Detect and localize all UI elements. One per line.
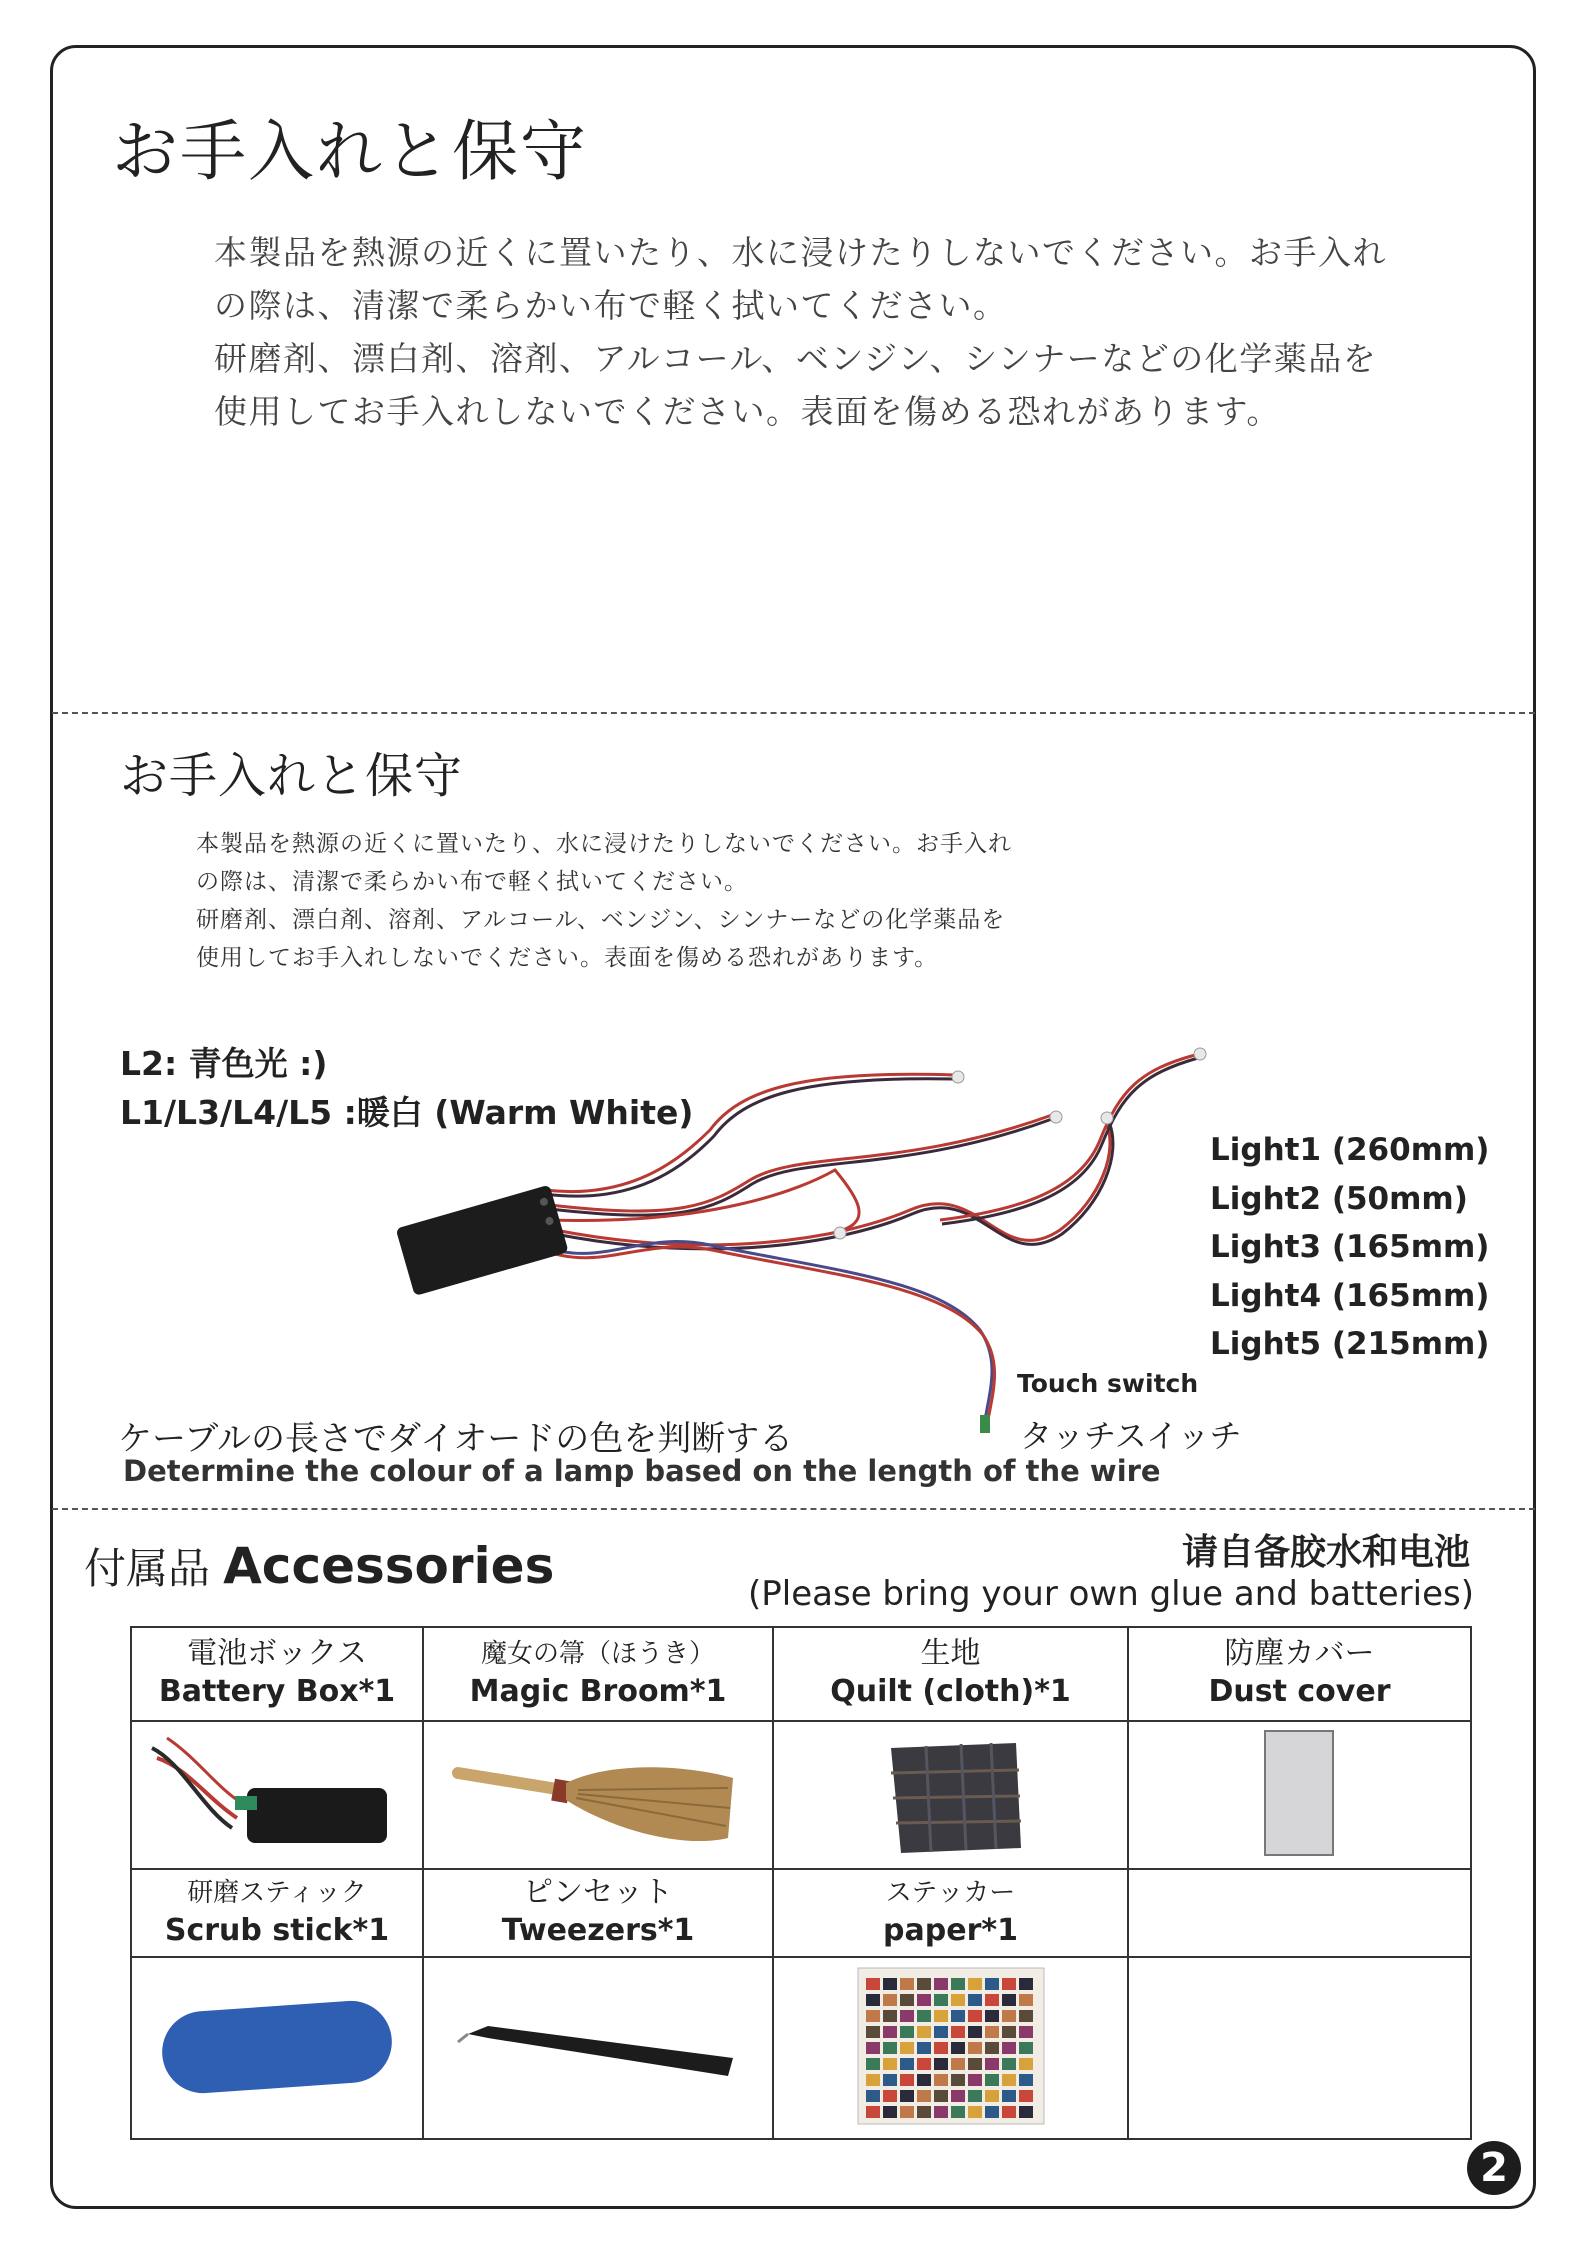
accessory-name-jp: 防塵カバー [1224,1636,1375,1671]
sticker-tile [968,2010,982,2022]
sticker-tile [917,2074,931,2086]
section1-body [214,226,1387,438]
accessory-name-en: paper*1 [883,1913,1018,1948]
sticker-tile [934,2074,948,2086]
empty-cell [1128,1957,1471,2139]
accessory-name-jp: 電池ボックス [187,1636,367,1671]
sticker-tile [917,2106,931,2118]
sticker-tile [866,2010,880,2022]
wire [555,1120,1110,1245]
sticker-tile [968,2042,982,2054]
light-length-item: Light2 (50mm) [1210,1180,1468,1217]
sticker-tile [968,2090,982,2102]
sticker-tile [866,2074,880,2086]
accessory-name-en: Magic Broom*1 [469,1674,727,1709]
sticker-tile [1019,2026,1033,2038]
section1-line: 本製品を熱源の近くに置いたり、水に浸けたりしないでください。お手入れ [214,233,1387,272]
sticker-tile [951,2026,965,2038]
table-row [131,1869,1471,1957]
section1-line: 研磨剤、漂白剤、溶剤、アルコール、ベンジン、シンナーなどの化学薬品を [214,339,1378,378]
section2-body [196,825,1012,977]
sticker-tile [934,2106,948,2118]
sticker-tile [917,2042,931,2054]
wiring-caption-en: Determine the colour of a lamp based on the length of the wire [123,1454,1161,1488]
sticker-tile [934,2042,948,2054]
sticker-tile [1002,2058,1016,2070]
sticker-tile [985,2090,999,2102]
accessories-title [84,1536,554,1596]
accessory-name-jp: 魔女の箒（ほうき） [480,1639,715,1669]
table-row [131,1721,1471,1869]
accessory-label-cell [773,1627,1128,1721]
sticker-tile [985,2074,999,2086]
sticker-tile [985,2042,999,2054]
wire [545,1074,955,1191]
sticker-tile [900,2106,914,2118]
accessory-name-jp: 研磨スティック [187,1878,367,1908]
accessory-name-en: Dust cover [1208,1674,1391,1709]
section2-line: の際は、清潔で柔らかい布で軽く拭いてください。 [196,869,748,895]
battery-box-icon [147,1728,407,1858]
accessory-image-cell [773,1957,1128,2139]
sticker-tile [968,1978,982,1990]
sticker-tile [951,1994,965,2006]
sticker-tile [900,2058,914,2070]
table-row [131,1627,1471,1721]
sticker-tile [934,1978,948,1990]
sticker-tile [968,2106,982,2118]
broom-icon [448,1728,748,1858]
sticker-tile [900,2074,914,2086]
sticker-tile [1002,2042,1016,2054]
sticker-tile [985,2026,999,2038]
sticker-tile [985,2106,999,2118]
accessory-name-en: Scrub stick*1 [164,1913,390,1948]
sticker-tile [900,2010,914,2022]
wire [540,1242,992,1420]
sticker-tile [934,2058,948,2070]
dashed-divider [52,712,1535,714]
accessory-image-cell [773,1721,1128,1869]
accessory-image-cell [423,1957,773,2139]
table-row [131,1957,1471,2139]
sticker-tile [934,2090,948,2102]
accessory-name-en: Quilt (cloth)*1 [830,1674,1071,1709]
wiring-caption-jp: ケーブルの長さでダイオードの色を判断する [118,1419,794,1459]
sticker-tile [1002,1994,1016,2006]
sticker-tile [900,1978,914,1990]
legend-warm-white: L1/L3/L4/L5 :暖白 (Warm White) [120,1093,694,1132]
accessory-name-jp: 生地 [920,1636,981,1671]
sticker-tile [1019,2042,1033,2054]
wire [540,1247,995,1420]
sticker-tile [951,2058,965,2070]
sticker-tile [866,1994,880,2006]
sticker-tile [883,2026,897,2038]
quilt-icon [851,1728,1051,1858]
sticker-tile [951,1978,965,1990]
sticker-tile [917,2058,931,2070]
accessory-label-cell [423,1869,773,1957]
empty-cell [1128,1869,1471,1957]
accessory-name-en: Tweezers*1 [501,1913,695,1948]
sticker-tile [1002,1978,1016,1990]
sticker-tile [1002,2026,1016,2038]
sticker-tile [883,2058,897,2070]
sticker-tile [985,1978,999,1990]
sticker-tile [985,1994,999,2006]
glue-note-cn: 请自备胶水和电池 [1181,1532,1470,1573]
sticker-tile [883,2042,897,2054]
sticker-tile [951,2106,965,2118]
accessories-title-en: Accessories [223,1537,555,1595]
sticker-tile [951,2010,965,2022]
sticker-tile [917,2010,931,2022]
led-bulb [834,1227,846,1239]
sticker-tile [968,2026,982,2038]
light-length-item: Light4 (165mm) [1210,1277,1490,1314]
sticker-tile [883,1978,897,1990]
section1-line: 使用してお手入れしないでください。表面を傷める恐れがあります。 [214,392,1281,431]
accessory-label-cell [1128,1627,1471,1721]
sticker-tile [1019,2090,1033,2102]
accessory-label-cell [773,1869,1128,1957]
sticker-tile [866,2026,880,2038]
sticker-tile [985,2058,999,2070]
sticker-tile [917,2026,931,2038]
dust-cover-icon [1260,1726,1340,1860]
sticker-tile [917,1994,931,2006]
sticker-tile [1002,2090,1016,2102]
scrub-stick-icon [147,1986,407,2106]
sticker-tile [900,1994,914,2006]
section1-title: お手入れと保守 [112,113,588,190]
accessory-label-cell [423,1627,773,1721]
section2-title: お手入れと保守 [120,748,464,804]
sticker-tile [883,1994,897,2006]
accessory-name-jp: ステッカー [885,1878,1016,1908]
wire [550,1115,1052,1211]
page-number-badge: 2 [1467,2141,1521,2195]
wire [550,1119,1052,1215]
led-bulb [1194,1048,1206,1060]
accessory-image-cell [131,1721,423,1869]
sticker-tile [1019,1994,1033,2006]
sticker-tile [968,2074,982,2086]
sticker-tile [985,2010,999,2022]
accessory-name-en: Battery Box*1 [158,1674,396,1709]
sticker-tile [883,2106,897,2118]
accessory-image-cell [131,1957,423,2139]
sticker-tile [1002,2074,1016,2086]
light-length-item: Light1 (260mm) [1210,1132,1490,1168]
sticker-tile [968,2058,982,2070]
sticker-tile [951,2042,965,2054]
accessory-image-cell [1128,1721,1471,1869]
sticker-tile [951,2074,965,2086]
sticker-tile [951,2090,965,2102]
accessories-table [130,1626,1472,2140]
touch-switch-label-jp: タッチスイッチ [1020,1417,1242,1455]
accessory-label-cell [131,1869,423,1957]
sticker-tile [883,2010,897,2022]
sticker-tile [866,2058,880,2070]
sticker-tile [934,2010,948,2022]
accessory-name-jp: ピンセット [523,1875,673,1910]
sticker-tile [900,2090,914,2102]
accessory-label-cell [131,1627,423,1721]
sticker-tile [1019,2074,1033,2086]
sticker-tile [917,2090,931,2102]
tweezers-icon [448,2006,748,2086]
sticker-tile [883,2090,897,2102]
sticker-tile [934,1994,948,2006]
section2-line: 本製品を熱源の近くに置いたり、水に浸けたりしないでください。お手入れ [196,831,1012,857]
sticker-tile [1019,2106,1033,2118]
sticker-tile [1019,2058,1033,2070]
accessories-title-jp: 付属品 [84,1544,211,1593]
light-length-item: Light5 (215mm) [1210,1326,1490,1362]
wire [550,1170,859,1230]
sticker-tile [866,1978,880,1990]
sticker-tile [866,2106,880,2118]
touch-switch-icon [980,1415,990,1433]
sticker-tile [1002,2010,1016,2022]
led-bulb [952,1071,964,1083]
sticker-tile [900,2026,914,2038]
touch-switch-label-en: Touch switch [1017,1369,1199,1398]
sticker-tile [917,1978,931,1990]
light-length-list [1210,1126,1489,1369]
sticker-tile [968,1994,982,2006]
led-bulb [1101,1112,1113,1124]
section2-line: 研磨剤、漂白剤、溶剤、アルコール、ベンジン、シンナーなどの化学薬品を [196,907,1006,933]
light-length-item: Light3 (165mm) [1210,1229,1490,1265]
sticker-tile [900,2042,914,2054]
sticker-tile [934,2026,948,2038]
battery-box-icon [396,1185,569,1296]
glue-note-en: (Please bring your own glue and batteries) [748,1574,1474,1614]
section1-line: の際は、清潔で柔らかい布で軽く拭いてください。 [214,286,1008,325]
sticker-tile [883,2074,897,2086]
sticker-tile [1019,2010,1033,2022]
legend-l2: L2: 青色光 :) [120,1044,328,1083]
sticker-tile [1002,2106,1016,2118]
sticker-tile [866,2042,880,2054]
section2-line: 使用してお手入れしないでください。表面を傷める恐れがあります。 [196,945,939,971]
accessory-image-cell [423,1721,773,1869]
led-bulb [1050,1111,1062,1123]
dashed-divider [52,1508,1535,1510]
sticker-tile [866,2090,880,2102]
sticker-sheet-icon [856,1966,1046,2126]
sticker-tile [1019,1978,1033,1990]
